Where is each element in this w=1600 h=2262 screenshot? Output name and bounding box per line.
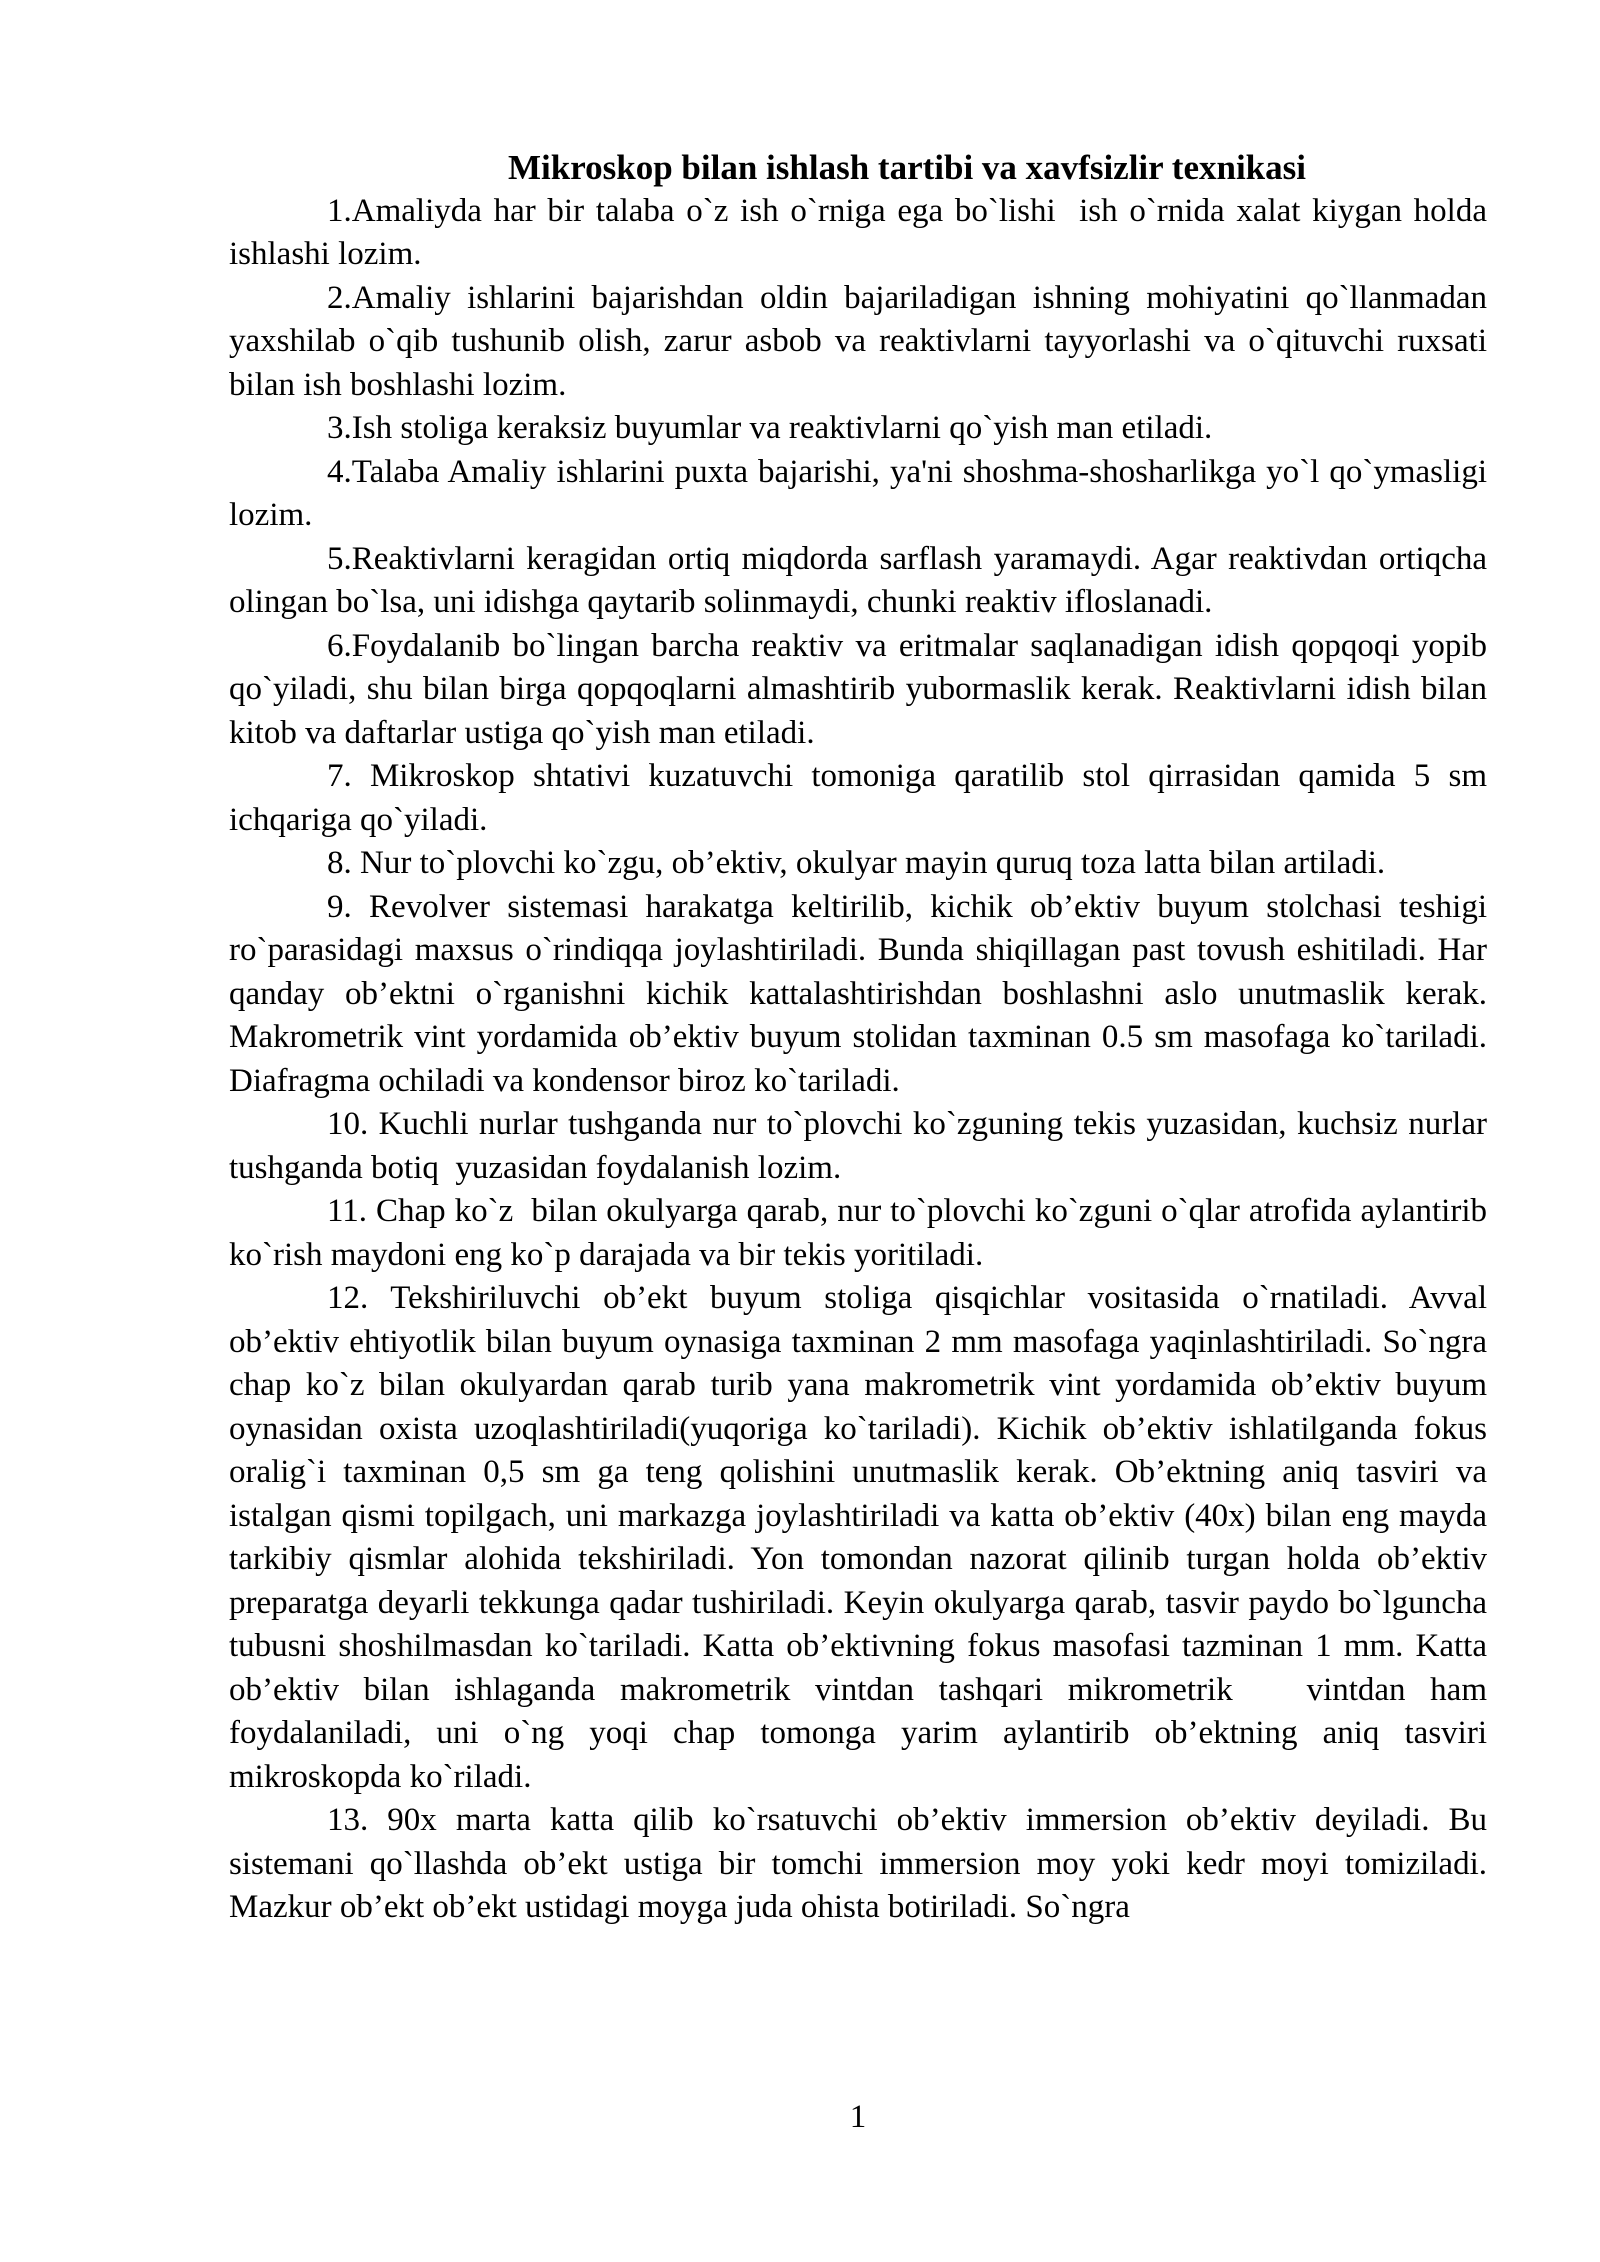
paragraph-4: 4.Talaba Amaliy ishlarini puxta bajarishi, ya'ni shoshma-shosharlikga yo`l qo`ymasligi lozim.	[229, 453, 1496, 533]
paragraph-2: 2.Amaliy ishlarini bajarishdan oldin bajariladigan ishning mohiyatini qo`llanmadan yaxshilab o`qib tushunib olish, zarur asbob va reaktivlarni tayyorlashi va o`qituvchi ruxsati bilan ish boshlashi lozim.	[229, 279, 1496, 403]
paragraph-6: 6.Foydalanib bo`lingan barcha reaktiv va eritmalar saqlanadigan idish qopqoqi yopib qo`yiladi, shu bilan birga qopqoqlarni almashtirib yubormaslik kerak. Reaktivlarni idish bilan kitob va daftarlar ustiga qo`yish man etiladi.	[229, 627, 1496, 751]
paragraph-3: 3.Ish stoliga keraksiz buyumlar va reaktivlarni qo`yish man etiladi.	[327, 410, 1213, 446]
paragraph-11: 11. Chap ko`z bilan okulyarga qarab, nur to`plovchi ko`zguni o`qlar atrofida aylantirib ko`rish maydoni eng ko`p darajada va bir tekis yoritiladi.	[229, 1193, 1496, 1273]
paragraph-8: 8. Nur to`plovchi ko`zgu, ob’ektiv, okulyar mayin quruq toza latta bilan artiladi.	[327, 845, 1386, 881]
page-number: 1	[849, 2099, 867, 2135]
paragraph-12: 12. Tekshiriluvchi ob’ekt buyum stoliga qisqichlar vositasida o`rnatiladi. Avval ob’ektiv ehtiyotlik bilan buyum oynasiga taxminan 2 mm masofaga yaqinlashtiriladi. So`ngra chap ko`z bilan okulyardan qarab turib yana makrometrik vint yordamida ob’ektiv buyum oynasidan oxista uzoqlashtiriladi(yuqoriga ko`tariladi). Kichik ob’ektiv ishlatilganda fokus oralig`i taxminan 0,5 sm ga teng qolishini unutmaslik kerak. Ob’ektning aniq tasviri va istalgan qismi topilgach, uni markazga joylashtiriladi va katta ob’ektiv (40x) bilan eng mayda tarkibiy qismlar alohida tekshiriladi. Yon tomondan nazorat qilinib turgan holda ob’ektiv preparatga deyarli tekkunga qadar tushiriladi. Keyin okulyarga qarab, tasvir paydo bo`lguncha tubusni shoshilmasdan ko`tariladi. Katta ob’ektivning fokus masofasi tazminan 1 mm. Katta ob’ektiv bilan ishlaganda makrometrik vintdan tashqari mikrometrik vintdan ham foydalaniladi, uni o`ng yoqi chap tomonga yarim aylantirib ob’ektning aniq tasviri mikroskopda ko`riladi.	[229, 1280, 1496, 1795]
document-title: Mikroskop bilan ishlash tartibi va xavfsizlir texnikasi	[507, 148, 1306, 187]
paragraph-7: 7. Mikroskop shtativi kuzatuvchi tomoniga qaratilib stol qirrasidan qamida 5 sm ichqariga qo`yiladi.	[229, 758, 1496, 838]
paragraph-9: 9. Revolver sistemasi harakatga keltirilib, kichik ob’ektiv buyum stolchasi teshigi ro`parasidagi maxsus o`rindiqqa joylashtiriladi. Bunda shiqillagan past tovush eshitiladi. Har qanday ob’ektni o`rganishni kichik kattalashtirishdan boshlashni aslo unutmaslik kerak. Makrometrik vint yordamida ob’ektiv buyum stolidan taxminan 0.5 sm masofaga ko`tariladi. Diafragma ochiladi va kondensor biroz ko`tariladi.	[229, 888, 1496, 1099]
paragraph-5: 5.Reaktivlarni keragidan ortiq miqdorda sarflash yaramaydi. Agar reaktivdan ortiqcha olingan bo`lsa, uni idishga qaytarib solinmaydi, chunki reaktiv ifloslanadi.	[229, 540, 1496, 620]
paragraph-13: 13. 90x marta katta qilib ko`rsatuvchi ob’ektiv immersion ob’ektiv deyiladi. Bu sistemani qo`llashda ob’ekt ustiga bir tomchi immersion moy yoki kedr moyi tomiziladi. Mazkur ob’ekt ob’ekt ustidagi moyga juda ohista botiriladi. So`ngra	[229, 1802, 1496, 1925]
paragraph-10: 10. Kuchli nurlar tushganda nur to`plovchi ko`zguning tekis yuzasidan, kuchsiz nurlar tushganda botiq yuzasidan foydalanish lozim.	[229, 1106, 1496, 1186]
paragraph-1: 1.Amaliyda har bir talaba o`z ish o`rniga ega bo`lishi ish o`rnida xalat kiygan holda ishlashi lozim.	[229, 192, 1496, 272]
document-body	[229, 190, 1496, 1930]
